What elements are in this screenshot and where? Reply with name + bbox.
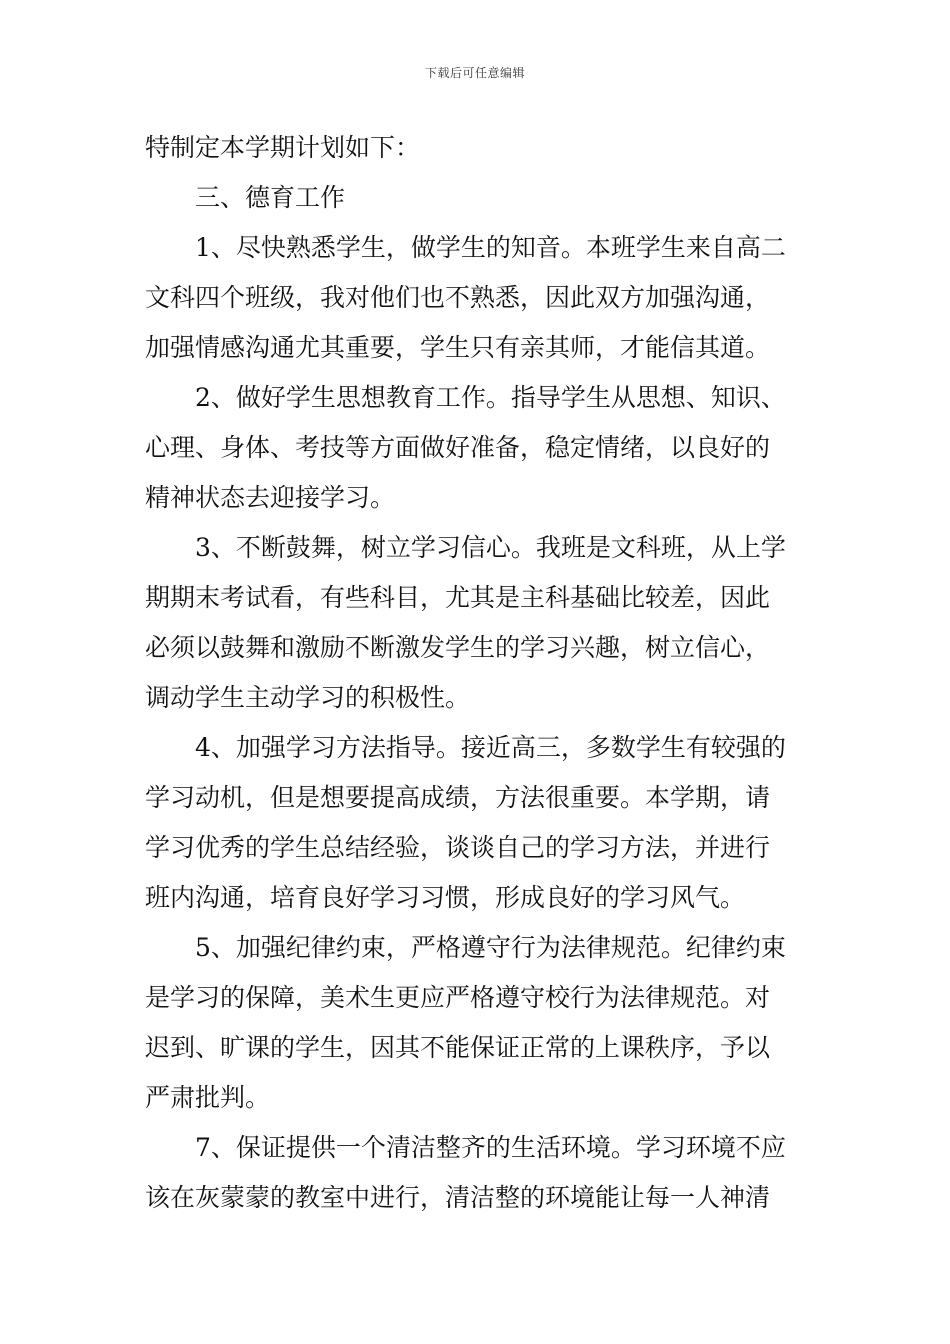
- text-line: 调动学生主动学习的积极性。: [145, 683, 471, 712]
- text-line: 精神状态去迎接学习。: [145, 483, 396, 512]
- text-line: 是学习的保障，美术生更应严格遵守校行为法律规范。对: [145, 983, 771, 1012]
- text-line: 特制定本学期计划如下：: [145, 133, 421, 162]
- text-line: 学习优秀的学生总结经验，谈谈自己的学习方法，并进行: [145, 833, 771, 862]
- document-body: [145, 123, 811, 1223]
- text-line: 期期末考试看，有些科目，尤其是主科基础比较差，因此: [145, 583, 771, 612]
- text-line: 心理、身体、考技等方面做好准备，稳定情绪，以良好的: [145, 433, 771, 462]
- text-line: 该在灰蒙蒙的教室中进行，清洁整的环境能让每一人神清: [145, 1183, 771, 1212]
- text-line: 加强情感沟通尤其重要，学生只有亲其师，才能信其道。: [145, 333, 771, 362]
- page-header-note: 下载后可任意编辑: [424, 66, 525, 80]
- text-line: 必须以鼓舞和激励不断激发学生的学习兴趣，树立信心，: [145, 633, 771, 662]
- text-line: 3、不断鼓舞，树立学习信心。我班是文科班，从上学: [195, 533, 786, 562]
- text-line: 文科四个班级，我对他们也不熟悉，因此双方加强沟通，: [145, 283, 771, 312]
- text-line: 4、加强学习方法指导。接近高三，多数学生有较强的: [195, 733, 786, 762]
- text-line: 1、尽快熟悉学生，做学生的知音。本班学生来自高二: [195, 233, 786, 262]
- section-heading: 三、德育工作: [195, 183, 346, 212]
- text-line: 学习动机，但是想要提高成绩，方法很重要。本学期，请: [145, 783, 771, 812]
- text-line: 7、保证提供一个清洁整齐的生活环境。学习环境不应: [195, 1133, 786, 1162]
- text-line: 严肃批判。: [145, 1083, 271, 1112]
- text-line: 班内沟通，培育良好学习习惯，形成良好的学习风气。: [145, 883, 746, 912]
- text-line: 5、加强纪律约束，严格遵守行为法律规范。纪律约束: [195, 933, 786, 962]
- text-line: 迟到、旷课的学生，因其不能保证正常的上课秩序，予以: [145, 1033, 771, 1062]
- text-line: 2、做好学生思想教育工作。指导学生从思想、知识、: [195, 383, 786, 412]
